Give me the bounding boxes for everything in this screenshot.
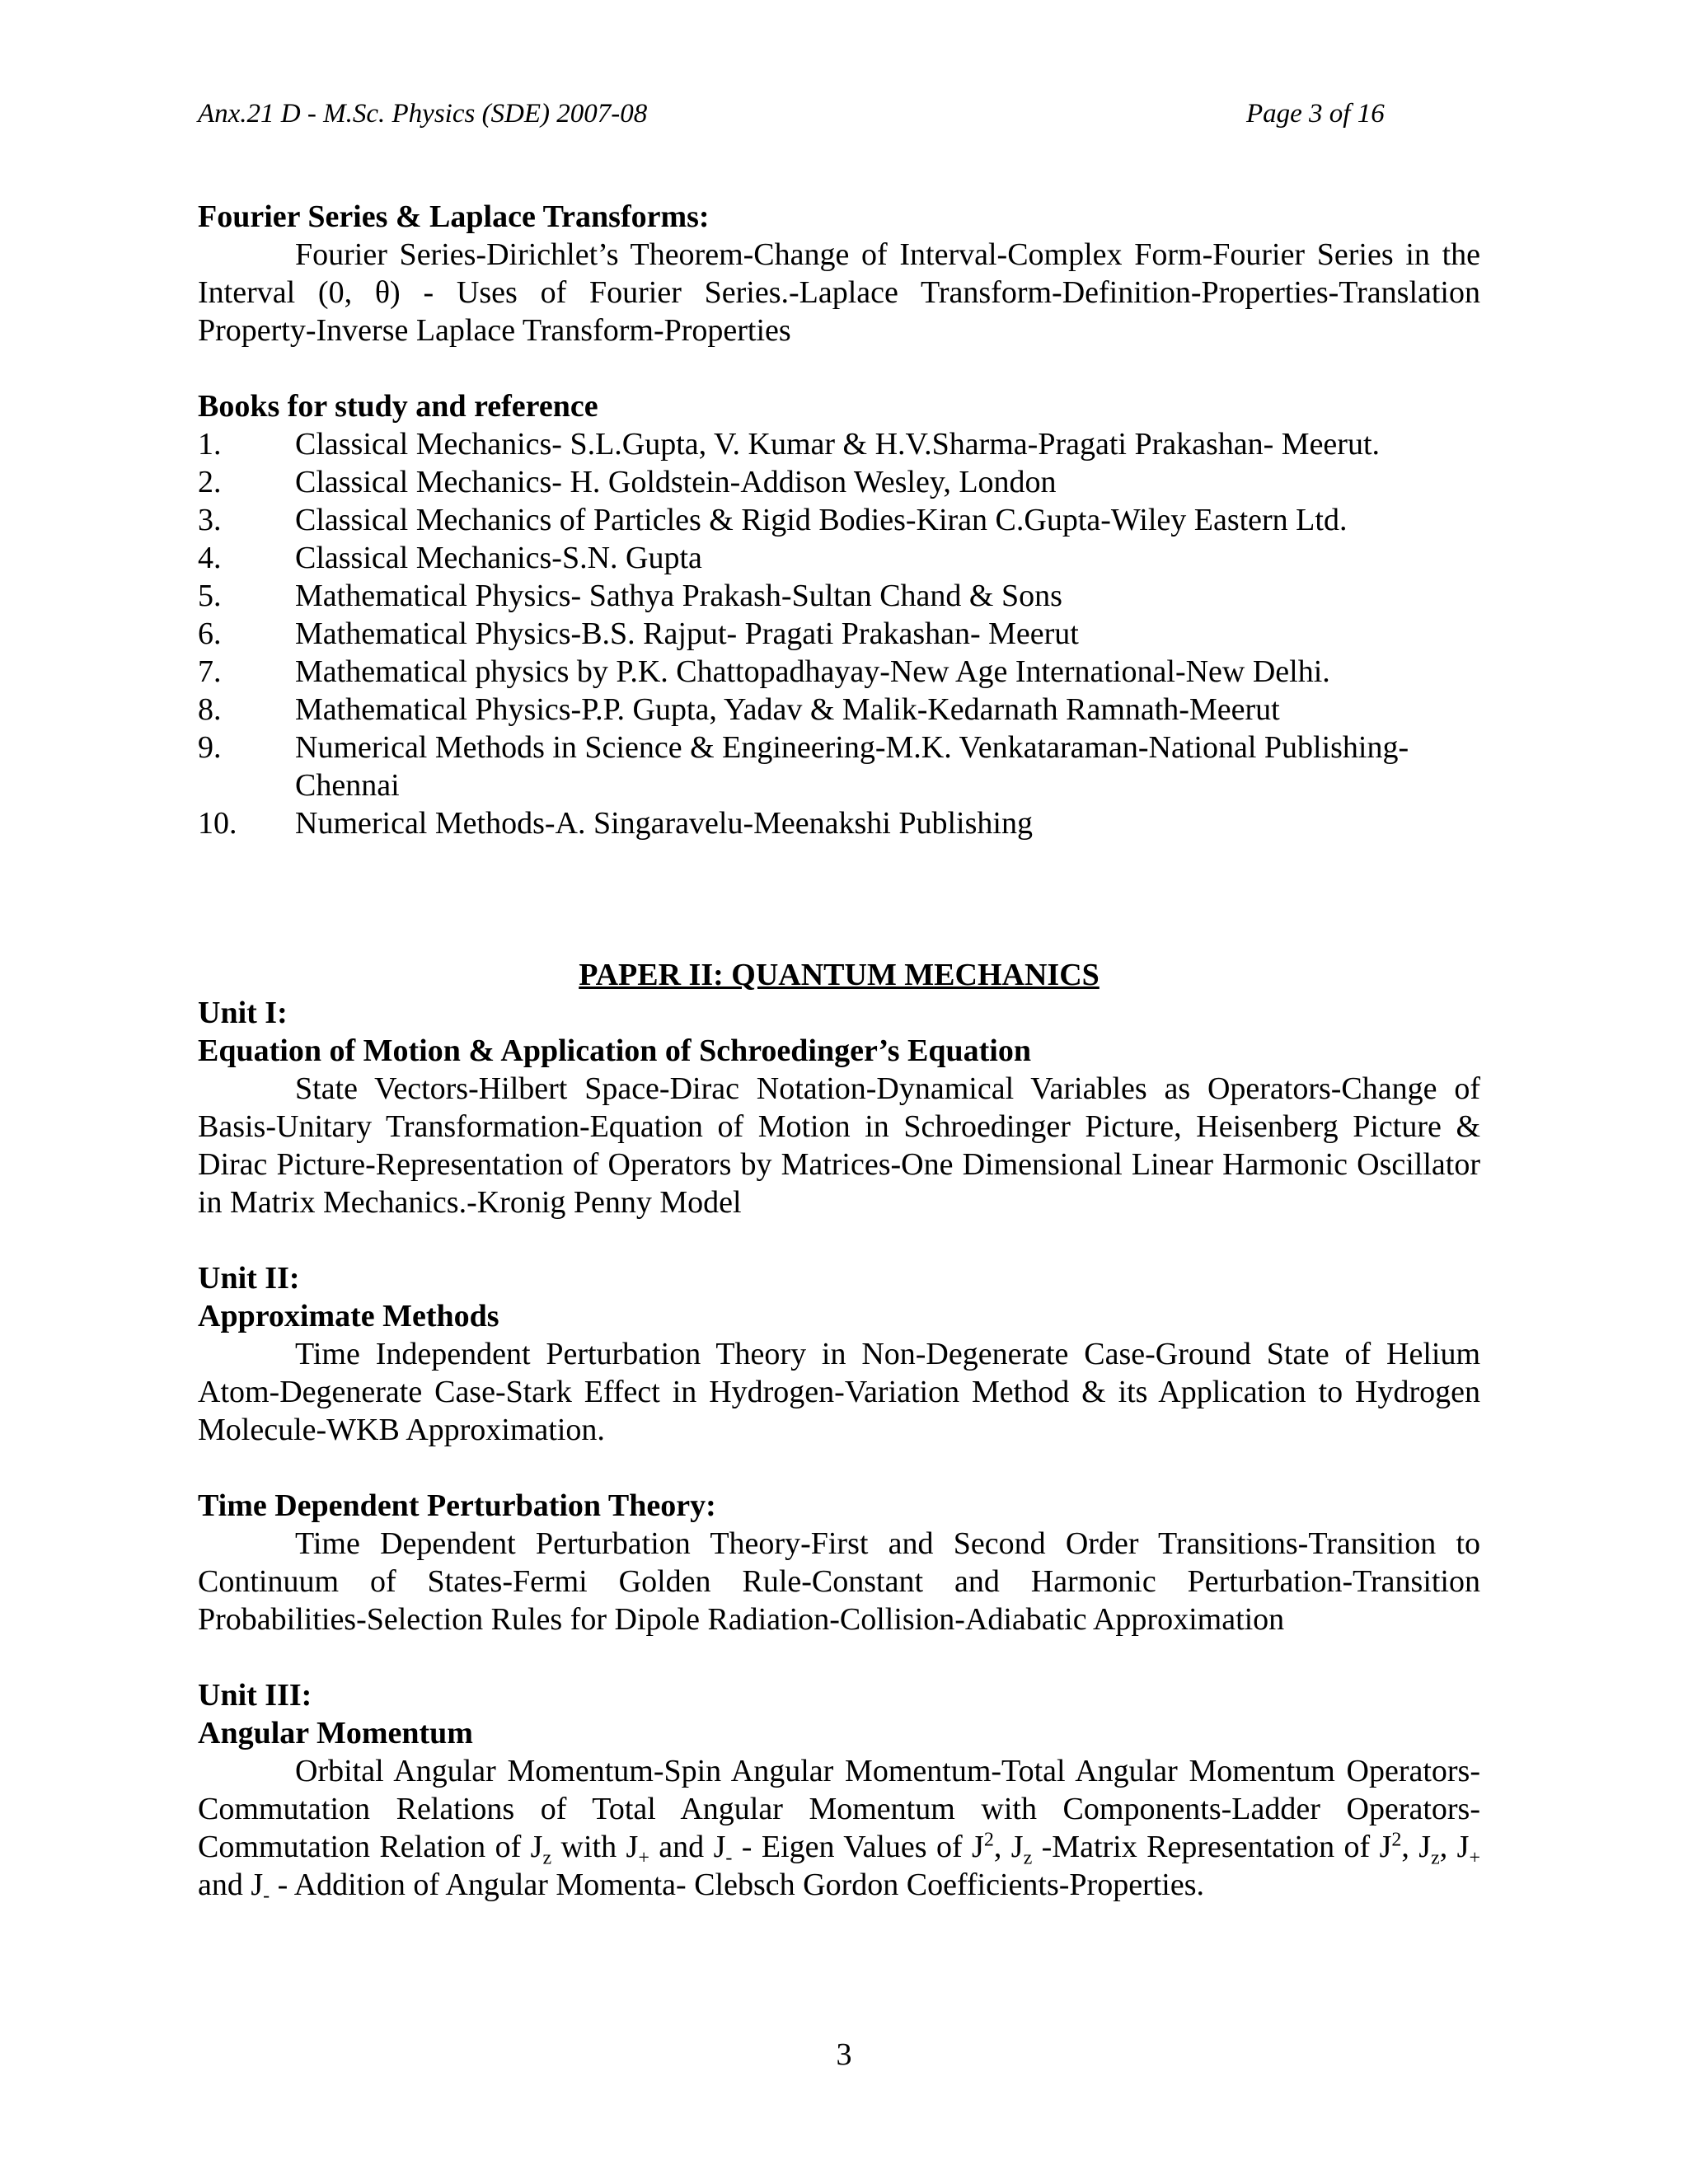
list-item-text: Classical Mechanics-S.N. Gupta [295,541,702,575]
list-item-number: 2. [198,465,222,499]
unit-label-3: Unit III: [198,1678,312,1713]
list-item [198,463,1480,501]
list-item-number: 8. [198,692,222,727]
list-item [198,539,1480,577]
book-list [198,425,1480,842]
list-item-number: 9. [198,730,222,765]
list-item-number: 4. [198,541,222,575]
time-dependent-heading: Time Dependent Perturbation Theory: [198,1488,716,1523]
list-item-text: Mathematical Physics-B.S. Rajput- Pragati Prakashan- Meerut [295,616,1079,651]
list-item-text: Classical Mechanics- H. Goldstein-Addison Wesley, London [295,465,1057,499]
list-item-number: 6. [198,616,222,651]
list-item-number: 1. [198,427,222,462]
list-item [198,425,1480,463]
books-heading: Books for study and reference [198,389,598,424]
page-number: 3 [836,2037,852,2072]
list-item [198,615,1480,653]
running-header-page-count: Page 3 of 16 [1246,99,1385,129]
list-item [198,804,1480,842]
list-item-number: 7. [198,654,222,689]
fourier-paragraph: Fourier Series-Dirichlet’s Theorem-Change of Interval-Complex Form-Fourier Series in the Interval (0, θ) - Uses of Fourier Series.-Laplace Transform-Definition-Properties-Translation Property-Inverse Laplace Transform-Properties [198,237,1480,348]
unit3-paragraph: Orbital Angular Momentum-Spin Angular Momentum-Total Angular Momentum Operators-Commutation Relations of Total Angular Momentum with Components-Ladder Operators-Commutation Relation of $J_z$ with $J_+$ and $J_-$ - Eigen Values of $J^2$, $J_z$ -Matrix Representation of $J^2$, $J_z$, $J_+$ and $J_-$ - Addition of Angular Momenta- Clebsch Gordon Coefficients-Properties. [198,1754,1480,1907]
list-item-number: 3. [198,503,222,537]
list-item-text: Mathematical Physics- Sathya Prakash-Sultan Chand & Sons [295,579,1062,613]
list-item-text: Mathematical physics by P.K. Chattopadhayay-New Age International-New Delhi. [295,654,1330,689]
list-item-text: Numerical Methods in Science & Engineering-M.K. Venkataraman-National Publishing-Chennai [295,730,1409,803]
page-content [198,198,1480,1907]
list-item-number: 10. [198,806,237,841]
unit-heading-2: Approximate Methods [198,1299,499,1333]
list-item [198,691,1480,729]
list-item-text: Numerical Methods-A. Singaravelu-Meenakshi Publishing [295,806,1033,841]
paper-title: PAPER II: QUANTUM MECHANICS [579,958,1100,992]
list-item [198,501,1480,539]
unit-label-2: Unit II: [198,1261,300,1296]
running-header-left: Anx.21 D - M.Sc. Physics (SDE) 2007-08 [198,99,648,129]
unit2-paragraph: Time Independent Perturbation Theory in Non-Degenerate Case-Ground State of Helium Atom-Degenerate Case-Stark Effect in Hydrogen-Variation Method & its Application to Hydrogen Molecule-WKB Approximation. [198,1337,1480,1447]
list-item [198,577,1480,615]
time-dependent-paragraph: Time Dependent Perturbation Theory-First and Second Order Transitions-Transition to Continuum of States-Fermi Golden Rule-Constant and Harmonic Perturbation-Transition Probabilities-Selection Rules for Dipole Radiation-Collision-Adiabatic Approximation [198,1526,1480,1637]
list-item [198,653,1480,691]
list-item-text: Classical Mechanics of Particles & Rigid Bodies-Kiran C.Gupta-Wiley Eastern Ltd. [295,503,1348,537]
unit-heading-1: Equation of Motion & Application of Schroedinger’s Equation [198,1033,1031,1068]
list-item-text: Mathematical Physics-P.P. Gupta, Yadav & Malik-Kedarnath Ramnath-Meerut [295,692,1280,727]
list-item [198,729,1480,804]
list-item-number: 5. [198,579,222,613]
section-heading-fourier: Fourier Series & Laplace Transforms: [198,199,710,234]
unit1-paragraph: State Vectors-Hilbert Space-Dirac Notation-Dynamical Variables as Operators-Change of Basis-Unitary Transformation-Equation of Motion in Schroedinger Picture, Heisenberg Picture & Dirac Picture-Representation of Operators by Matrices-One Dimensional Linear Harmonic Oscillator in Matrix Mechanics.-Kronig Penny Model [198,1071,1480,1220]
list-item-text: Classical Mechanics- S.L.Gupta, V. Kumar & H.V.Sharma-Pragati Prakashan- Meerut. [295,427,1381,462]
unit-label-1: Unit I: [198,996,288,1030]
unit-heading-3: Angular Momentum [198,1716,473,1750]
